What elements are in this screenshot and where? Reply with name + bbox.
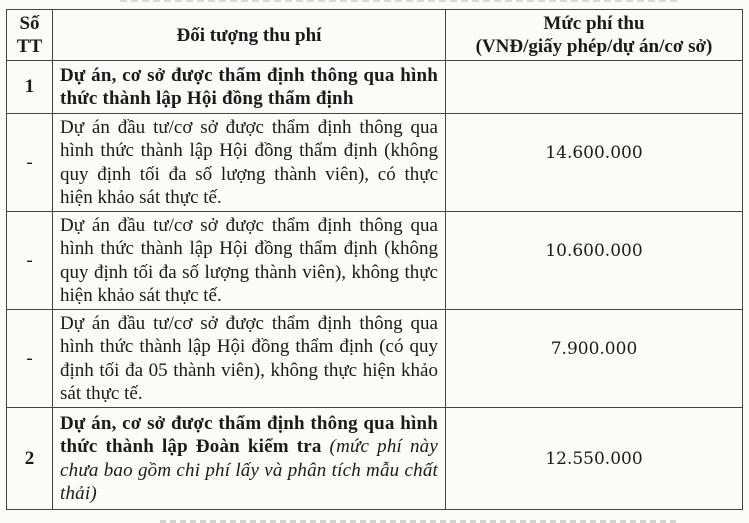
row-fee-value: 14.600.000 xyxy=(545,142,643,163)
cropped-text-bottom xyxy=(0,516,749,523)
row-fee-value: 12.550.000 xyxy=(545,448,643,469)
row-stt: 2 xyxy=(7,408,53,510)
header-fee-line1: Mức phí thu xyxy=(543,13,645,34)
table-header-row xyxy=(7,10,743,61)
table-row xyxy=(7,61,743,114)
row-stt: - xyxy=(7,114,53,212)
row-subject: Dự án, cơ sở được thẩm định thông qua hình thức thành lập Hội đồng thẩm định xyxy=(53,61,446,114)
row-subject: Dự án đầu tư/cơ sở được thẩm định thông qua hình thức thành lập Hội đồng thẩm định (có quy định tối đa 05 thành viên), không thực hiện khảo sát thực tế. xyxy=(53,310,446,408)
cropped-text-top xyxy=(0,0,749,8)
row-stt: 1 xyxy=(7,61,53,114)
row-subject-text: Dự án, cơ sở được thẩm định thông qua hình thức thành lập Đoàn kiểm tra xyxy=(60,412,438,457)
row-fee xyxy=(446,61,743,114)
row-subject-note: (mức phí này chưa bao gồm chi phí lấy và phân tích mẫu chất thải) xyxy=(60,436,438,504)
fee-table xyxy=(6,9,743,510)
row-fee-value: 10.600.000 xyxy=(545,240,643,261)
row-stt: - xyxy=(7,310,53,408)
table-row xyxy=(7,114,743,212)
header-fee xyxy=(446,10,743,61)
row-fee xyxy=(446,114,743,212)
row-fee xyxy=(446,212,743,310)
header-stt xyxy=(7,10,53,61)
header-stt-label: Số TT xyxy=(16,13,43,57)
row-fee-value: 7.900.000 xyxy=(550,338,638,359)
row-subject: Dự án đầu tư/cơ sở được thẩm định thông qua hình thức thành lập Hội đồng thẩm định (không quy định tối đa số lượng thành viên), có thực hiện khảo sát thực tế. xyxy=(53,114,446,212)
table-row xyxy=(7,408,743,510)
row-stt: - xyxy=(7,212,53,310)
header-subject: Đối tượng thu phí xyxy=(53,10,446,61)
table-row xyxy=(7,212,743,310)
row-subject xyxy=(53,408,446,510)
row-fee xyxy=(446,310,743,408)
row-fee xyxy=(446,408,743,510)
table-row xyxy=(7,310,743,408)
row-subject: Dự án đầu tư/cơ sở được thẩm định thông qua hình thức thành lập Hội đồng thẩm định (không quy định tối đa số lượng thành viên), không thực hiện khảo sát thực tế. xyxy=(53,212,446,310)
header-fee-line2: (VNĐ/giấy phép/dự án/cơ sở) xyxy=(475,36,713,57)
